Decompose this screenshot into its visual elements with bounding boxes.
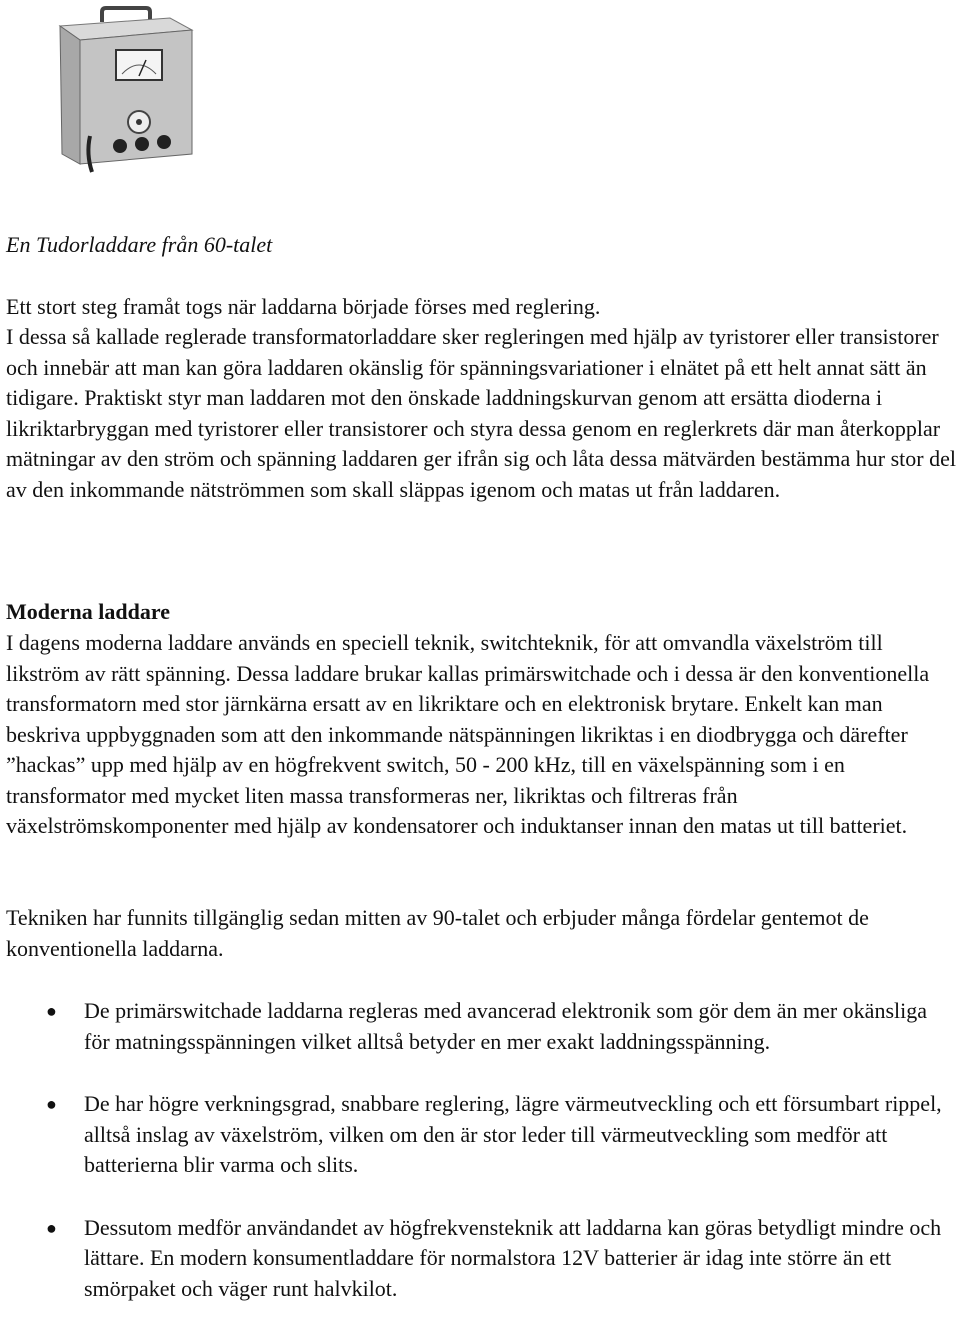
- list-item-text: De primärswitchade laddarna regleras med avancerad elektronik som gör dem än mer okänsliga för matningsspänningen vilket alltså betyder en mer exakt laddningsspänning.: [84, 998, 927, 1054]
- battery-charger-photo: [50, 4, 200, 174]
- bullet-icon: ●: [46, 1217, 57, 1238]
- list-item-text: De har högre verkningsgrad, snabbare reglering, lägre värmeutveckling och ett försumbart rippel, alltså inslag av växelström, vilken om den är stor leder till värmeutveckling som medför att batterierna blir varma och slits.: [84, 1091, 942, 1177]
- list-item: [0, 996, 960, 1057]
- bullet-icon: ●: [46, 1094, 57, 1114]
- image-caption: En Tudorladdare från 60-talet: [6, 232, 273, 257]
- list-item: [0, 1213, 960, 1305]
- intro-line: Ett stort steg framåt togs när laddarna började förses med reglering.: [6, 294, 601, 319]
- bullet-icon: ●: [46, 1001, 57, 1021]
- list-item: [0, 1089, 960, 1181]
- section-heading: Moderna laddare: [6, 599, 170, 624]
- section-paragraph-1: I dagens moderna laddare används en speciell teknik, switchteknik, för att omvandla växelström till likström av rätt spänning. Dessa laddare brukar kallas primärswitchade och i dessa är den konventionella transformatorn med stor järnkärna ersatt av en likriktare och en elektronisk brytare. Enkelt kan man beskriva uppbyggnaden som att den inkommande nätspänningen likriktas i en diodbrygga och därefter ”hackas” upp med hjälp av en högfrekvent switch, 50 - 200 kHz, till en växelspänning som i en transformator med mycket liten massa transformeras ner, likriktas och filtreras från växelströmskomponenter med hjälp av kondensatorer och induktanser innan den matas ut till batteriet.: [6, 630, 930, 838]
- list-item-text: Dessutom medför användandet av högfrekvensteknik att laddarna kan göras betydligt mindre och lättare. En modern konsumentladdare för normalstora 12V batterier är idag inte större än ett smörpaket och väger runt halvkilot.: [84, 1214, 942, 1301]
- intro-paragraph: I dessa så kallade reglerade transformatorladdare sker regleringen med hjälp av tyristorer eller transistorer och innebär att man kan göra laddaren okänslig för spänningsvariationer i elnätet på ett helt annat sätt än tidigare. Praktiskt styr man laddaren mot den önskade laddningskurvan genom att ersätta dioderna i likriktarbryggan med tyristorer eller transistorer och styra dessa genom en reglerkrets där man återkopplar mätningar av den ström och spänning laddaren ger ifrån sig och låta dessa mätvärden bestämma hur stor del av den inkommande nätströmmen som skall släppas igenom och matas ut från laddaren.: [6, 324, 956, 502]
- section-paragraph-2: Tekniken har funnits tillgänglig sedan mitten av 90-talet och erbjuder många fördelar gentemot de konventionella laddarna.: [6, 905, 869, 961]
- advantages-list: [0, 996, 960, 1336]
